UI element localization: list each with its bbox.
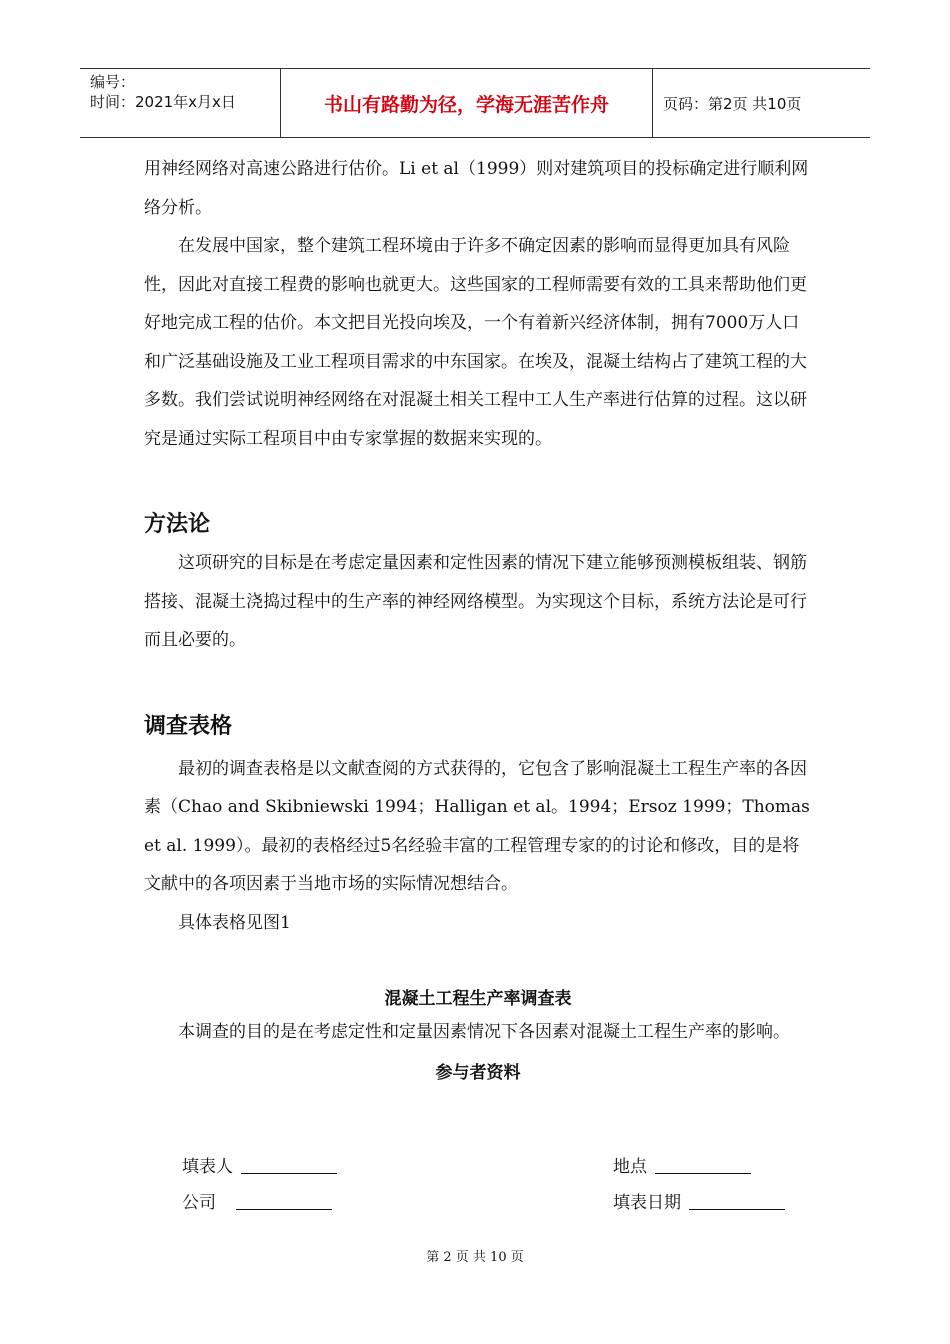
form-section-title: 参与者资料 [435,1062,521,1083]
paragraph: 具体表格见图1 [178,912,291,933]
filler-blank[interactable] [241,1157,337,1174]
location-field [613,1152,751,1177]
form-intro: 本调查的目的是在考虑定性和定量因素情况下各因素对混凝土工程生产率的影响。 [178,1022,790,1042]
time-label: 时间：2021年x月x日 [90,93,236,111]
paragraph: 最初的调查表格是以文献查阅的方式获得的，它包含了影响混凝土工程生产率的各因素（Chao and Skibniewski 1994；Halligan et al。1994；Ersoz 1999；Thomas et al. 1999）。最初的表格经过5名经验丰富的工程管理专家的的讨论和修改，目的是将文献中的各项因素于当地市场的实际情况想结合。 [144,758,810,894]
header-meta [80,69,281,137]
paragraph: 在发展中国家，整个建筑工程环境由于许多不确定因素的影响而显得更加具有风险性，因此对直接工程费的影响也就更大。这些国家的工程师需要有效的工具来帮助他们更好地完成工程的估价。本文把目光投向埃及，一个有着新兴经济体制，拥有7000万人口和广泛基础设施及工业工程项目需求的中东国家。在埃及，混凝土结构占了建筑工程的大多数。我们尝试说明神经网络在对混凝土相关工程中工人生产率进行估算的过程。这以研究是通过实际工程项目中由专家掌握的数据来实现的。 [144,236,807,449]
page-footer: 第 2 页 共 10 页 [426,1250,524,1265]
paragraph: 这项研究的目标是在考虑定量因素和定性因素的情况下建立能够预测模板组装、钢筋搭接、混凝土浇捣过程中的生产率的神经网络模型。为实现这个目标，系统方法论是可行而且必要的。 [144,553,807,650]
section-heading: 方法论 [144,512,211,537]
filler-field [182,1152,337,1177]
date-blank[interactable] [689,1193,785,1210]
company-field [182,1188,332,1213]
document-body [144,150,812,1083]
date-field [613,1188,785,1213]
location-label: 地点 [613,1157,647,1177]
date-label: 填表日期 [613,1193,681,1213]
section-heading: 调查表格 [144,713,233,739]
company-blank[interactable] [236,1193,332,1210]
header-page-number: 页码：第2页 共10页 [663,94,802,113]
header-motto: 书山有路勤为径，学海无涯苦作舟 [281,69,653,137]
page-header [80,68,870,138]
paragraph: 用神经网络对高速公路进行估价。Li et al（1999）则对建筑项目的投标确定进行顺利网络分析。 [144,159,809,218]
company-label: 公司 [182,1193,216,1213]
filler-label: 填表人 [182,1157,233,1177]
location-blank[interactable] [655,1157,751,1174]
number-label: 编号： [90,73,136,91]
form-title: 混凝土工程生产率调查表 [384,989,572,1009]
